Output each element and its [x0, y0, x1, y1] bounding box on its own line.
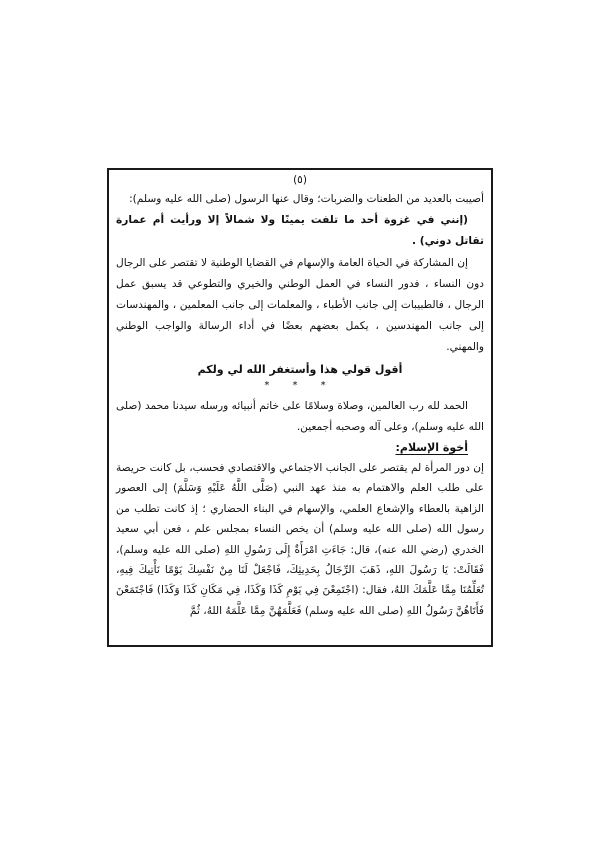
paragraph-women-knowledge: إن دور المرأة لم يقتصر على الجانب الاجتماعي والاقتصادي فحسب، بل كانت حريصة على طلب العلم والاهتمام به منذ عهد النبي (صَلَّى اللَّهُ عَلَيْهِ وَسَلَّمَ) إلى العصور الزاهية بالعطاء والإشعاع العلمي، والإسهام في البناء الحضاري ؛ إذ كانت تطلب من رسول الله (صلى الله عليه وسلم) أن يخص النساء بمجلس علم ، فعن أبي سعيد الخدري (رضي الله عنه)، قال: جَاءَتِ امْرَأَةٌ إِلَى رَسُولِ اللهِ (صلى الله عليه وسلم)، فَقَالَتْ: يَا رَسُولَ اللهِ، ذَهَبَ الرِّجَالُ بِحَدِيثِكَ، فَاجْعَلْ لَنَا مِنْ نَفْسِكَ يَوْمًا نَأْتِيكَ فِيهِ، تُعَلِّمُنَا مِمَّا عَلَّمَكَ اللهُ، فقال: (اجْتَمِعْنَ فِي يَوْمِ كَذَا وَكَذَا، فِي مَكَانِ كَذَا وَكَذَا) فَاجْتَمَعْنَ فَأَتَاهُنَّ رَسُولُ اللهِ (صلى الله عليه وسلم) فَعَلَّمَهُنَّ مِمَّا عَلَّمَهُ اللهُ، ثُمَّ: [116, 462, 484, 617]
hadith-quote: (إنني في غزوة أحد ما تلفت يمينًا ولا شمالاً إلا ورأيت أم عمارة تقاتل دوني) .: [116, 214, 484, 248]
section-heading: أخوة الإسلام:: [395, 441, 468, 455]
page-frame: [107, 168, 493, 647]
paragraph-umm-amara: أصيبت بالعديد من الطعنات والضربات؛ وقال عنها الرسول (صلى الله عليه وسلم):: [129, 193, 484, 205]
paragraph-national-participation: إن المشاركة في الحياة العامة والإسهام في القضايا الوطنية لا تقتصر على الرجال دون النساء ، فدور النساء في العمل الوطني والخيري والتطوعي قد يسبق عمل الرجال ، فالطبيبات إلى جانب الأطباء ، والمعلمات إلى جانب المعلمين ، والمهندسات إلى جانب المهندسين ، يكمل بعضهم بعضًا في أداء الرسالة والواجب الوطني والمهني.: [116, 256, 484, 354]
second-khutbah-opening: الحمد لله رب العالمين، وصلاة وسلامًا على خاتم أنبيائه ورسله سيدنا محمد (صلى الله عليه وسلم)، وعلى آله وصحبه أجمعين.: [116, 399, 484, 433]
separator-stars: * * *: [264, 379, 336, 391]
page-number: (٥): [293, 174, 307, 186]
closing-title: أقول قولي هذا وأستغفر الله لي ولكم: [197, 362, 403, 376]
